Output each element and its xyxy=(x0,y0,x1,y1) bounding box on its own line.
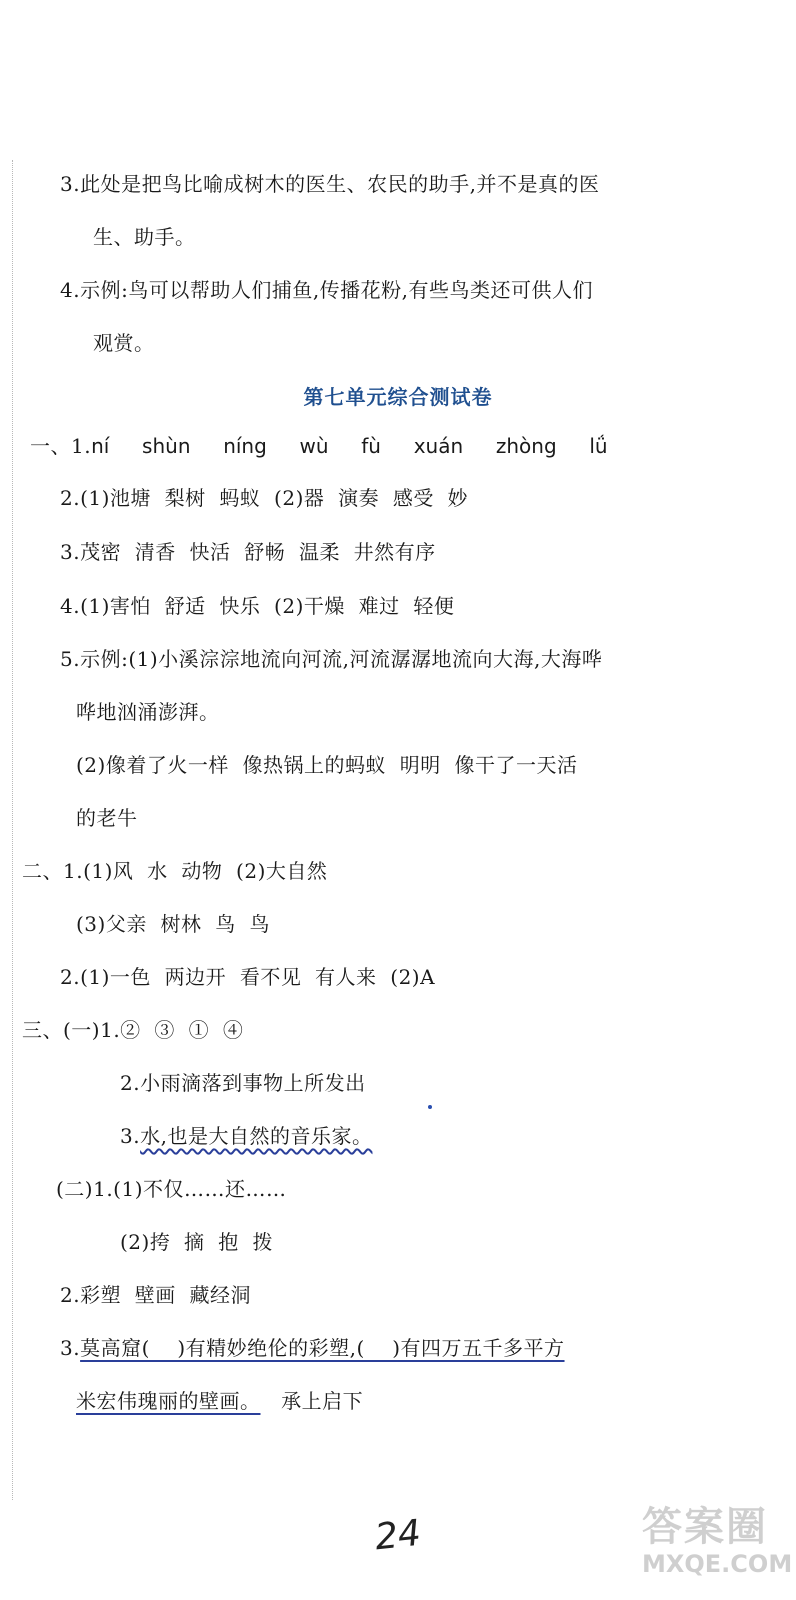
s3-p2-item3-prefix: 3. xyxy=(60,1336,81,1360)
prev-item-4-line2: 观赏。 xyxy=(93,331,155,355)
prev-item-3-line1: 3.此处是把鸟比喻成树木的医生、农民的助手,并不是真的医 xyxy=(60,172,600,196)
s1-item3: 3.茂密 清香 快活 舒畅 温柔 井然有序 xyxy=(60,540,436,564)
watermark-text-top: 答案圈 xyxy=(642,1503,768,1550)
s1-item1 xyxy=(30,432,608,460)
s3-p2-item3-line1 xyxy=(60,1334,565,1362)
s3-p2-item3-underline2: 米宏伟瑰丽的壁画。 xyxy=(76,1389,261,1413)
s3-p1-item3-prefix: 3. xyxy=(120,1124,141,1148)
s1-item5-line4: 的老牛 xyxy=(76,806,138,830)
s3-p2-item1-line1: (二)1.(1)不仅……还…… xyxy=(56,1177,287,1201)
s3-p2-item3-tail: 承上启下 xyxy=(260,1389,364,1413)
s1-item4: 4.(1)害怕 舒适 快乐 (2)干燥 难过 轻便 xyxy=(60,594,455,618)
s3-p2-item2: 2.彩塑 壁画 藏经洞 xyxy=(60,1283,252,1307)
s3-p2-item1-line2: (2)挎 摘 抱 拨 xyxy=(120,1230,273,1254)
s3-p1-item2: 2.小雨滴落到事物上所发出 xyxy=(120,1071,366,1095)
s1-item1-prefix: 一、1. xyxy=(30,434,92,458)
watermark-text-bottom: MXQE.COM xyxy=(642,1550,793,1578)
s1-item5-line2: 哗地汹涌澎湃。 xyxy=(76,700,220,724)
section-title: 第七单元综合测试卷 xyxy=(303,385,493,409)
ink-dot xyxy=(428,1105,432,1109)
s2-item2: 2.(1)一色 两边开 看不见 有人来 (2)A xyxy=(60,965,436,989)
prev-item-3-line2: 生、助手。 xyxy=(93,225,196,249)
s2-item1-line1: 二、1.(1)风 水 动物 (2)大自然 xyxy=(22,859,328,883)
s3-p2-item3-line2 xyxy=(76,1387,363,1415)
s3-p1-item3-wavy-underline: 水,也是大自然的音乐家。 xyxy=(140,1124,373,1148)
s1-item5-line1: 5.示例:(1)小溪淙淙地流向河流,河流潺潺地流向大海,大海哗 xyxy=(60,647,603,671)
prev-item-4-line1: 4.示例:鸟可以帮助人们捕鱼,传播花粉,有些鸟类还可供人们 xyxy=(60,278,594,302)
s2-item1-line2: (3)父亲 树林 鸟 鸟 xyxy=(76,912,270,936)
s1-item1-pinyin: ní shùn níng wù fù xuán zhòng lǘ xyxy=(91,434,608,458)
watermark-logo xyxy=(642,1503,793,1593)
s1-item2: 2.(1)池塘 梨树 蚂蚁 (2)器 演奏 感受 妙 xyxy=(60,486,469,510)
binding-margin-line xyxy=(12,160,13,1500)
handwritten-page-number: 24 xyxy=(372,1512,423,1559)
s3-p1-item1: 三、(一)1.② ③ ① ④ xyxy=(22,1018,244,1042)
s3-p1-item3 xyxy=(120,1122,372,1150)
s1-item5-line3: (2)像着了火一样 像热锅上的蚂蚁 明明 像干了一天活 xyxy=(76,753,578,777)
s3-p2-item3-underline1: 莫高窟( )有精妙绝伦的彩塑,( )有四万五千多平方 xyxy=(80,1336,565,1360)
